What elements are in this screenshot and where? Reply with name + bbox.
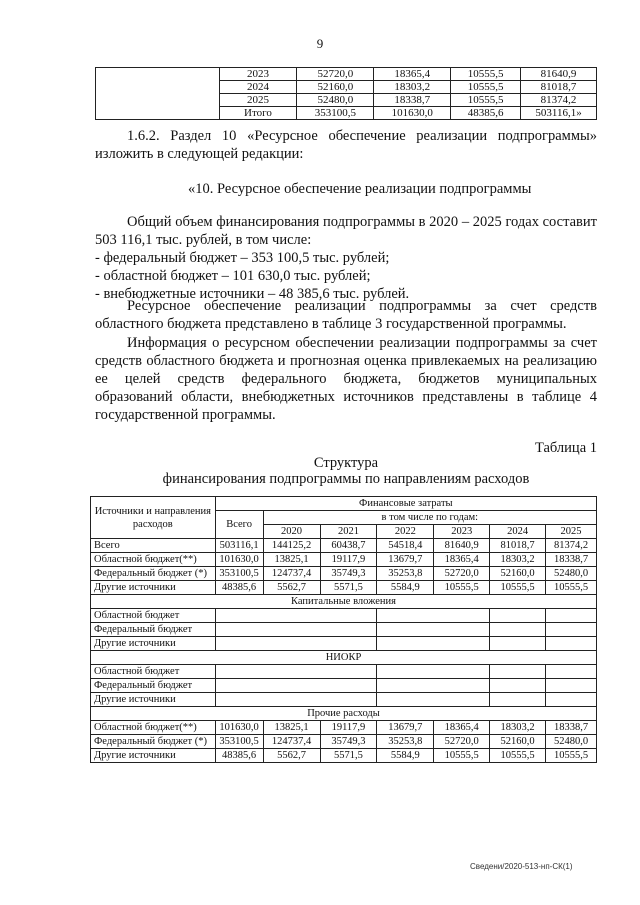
funding-structure-table [90,496,597,763]
header-financial-costs: Финансовые затраты [215,497,596,511]
empty-cell [215,679,377,693]
cell-total: 48385,6 [215,581,263,595]
row-label: Всего [91,539,216,553]
row-label: Федеральный бюджет [91,623,216,637]
row-label: Областной бюджет [91,609,216,623]
value-cell: 52480,0 [297,94,374,107]
value-cell: 18338,7 [374,94,451,107]
row-label: Другие источники [91,581,216,595]
empty-cell [546,623,597,637]
cell-value: 10555,5 [546,581,597,595]
section-row [91,595,597,609]
section-row [91,707,597,721]
cell-value: 52480,0 [546,567,597,581]
table-label: Таблица 1 [534,440,597,456]
cell-value: 52720,0 [434,567,490,581]
table-row [96,68,597,81]
cell-value: 144125,2 [263,539,320,553]
resource-paragraph: Ресурсное обеспечение реализации подпрограммы за счет средств областного бюджета представлено в таблице 3 государственной программы. [95,298,597,332]
section-row [91,651,597,665]
cell-total: 353100,5 [215,567,263,581]
cell-value: 10555,5 [490,749,546,763]
value-cell: 503116,1» [521,107,597,120]
cell-total: 503116,1 [215,539,263,553]
funding-paragraph [95,213,597,303]
empty-cell [546,637,597,651]
row-label: Федеральный бюджет [91,679,216,693]
cell-value: 54518,4 [377,539,434,553]
table-row [91,567,597,581]
value-cell: 10555,5 [451,81,521,94]
row-label: Федеральный бюджет (*) [91,735,216,749]
row-label: Областной бюджет(**) [91,721,216,735]
cell-value: 81640,9 [434,539,490,553]
cell-value: 10555,5 [490,581,546,595]
table-row [91,721,597,735]
cell-value: 5562,7 [263,749,320,763]
cell-value: 19117,9 [320,553,377,567]
cell-value: 5571,5 [320,749,377,763]
cell-value: 52160,0 [490,567,546,581]
section-other: Прочие расходы [91,707,597,721]
header-year: 2021 [320,525,377,539]
cell-value: 5562,7 [263,581,320,595]
empty-cell [377,637,490,651]
cell-total: 353100,5 [215,735,263,749]
cell-value: 5571,5 [320,581,377,595]
cell-value: 35253,8 [377,735,434,749]
empty-cell [546,693,597,707]
cell-value: 10555,5 [434,581,490,595]
cell-value: 13679,7 [377,553,434,567]
table-row [91,679,597,693]
table-row [91,637,597,651]
cell-total: 48385,6 [215,749,263,763]
table-row [91,623,597,637]
amendment-paragraph: 1.6.2. Раздел 10 «Ресурсное обеспечение реализации подпрограммы» изложить в следующей редакции: [95,128,597,162]
cell-value: 5584,9 [377,581,434,595]
cell-value: 5584,9 [377,749,434,763]
empty-cell [546,679,597,693]
cell-value: 52160,0 [490,735,546,749]
header-years-caption: в том числе по годам: [263,511,596,525]
cell-value: 60438,7 [320,539,377,553]
cell-value: 10555,5 [546,749,597,763]
cell-value: 18303,2 [490,721,546,735]
funding-item-federal: - федеральный бюджет – 353 100,5 тыс. рублей; [95,250,390,266]
value-cell: 81374,2 [521,94,597,107]
cell-value: 81374,2 [546,539,597,553]
cell-value: 13679,7 [377,721,434,735]
table-row [91,665,597,679]
cell-value: 52720,0 [434,735,490,749]
empty-cell [546,665,597,679]
empty-cell [215,693,377,707]
value-cell: 353100,5 [297,107,374,120]
row-label: Федеральный бюджет (*) [91,567,216,581]
value-cell: 81018,7 [521,81,597,94]
table-header-row [91,497,597,511]
funding-intro: Общий объем финансирования подпрограммы в 2020 – 2025 годах составит 503 116,1 тыс. рублей, в том числе: [95,214,597,248]
table-row [91,581,597,595]
header-year: 2022 [377,525,434,539]
empty-cell [377,693,490,707]
row-label: Другие источники [91,693,216,707]
value-cell: 101630,0 [374,107,451,120]
page-number: 9 [316,36,324,51]
cell-value: 18338,7 [546,721,597,735]
footer-document-code: Сведени/2020-513-нп-СК(1) [470,862,573,871]
table-row [91,553,597,567]
cell-value: 124737,4 [263,735,320,749]
cell-value: 19117,9 [320,721,377,735]
year-cell: Итого [219,107,297,120]
section-niokr: НИОКР [91,651,597,665]
cell-value: 35253,8 [377,567,434,581]
cell-value: 18338,7 [546,553,597,567]
cell-value: 81018,7 [490,539,546,553]
value-cell: 10555,5 [451,68,521,81]
year-cell: 2023 [219,68,297,81]
merged-empty-cell [96,68,220,120]
header-source: Источники и направления расходов [91,497,216,539]
empty-cell [546,609,597,623]
cell-value: 13825,1 [263,721,320,735]
empty-cell [377,679,490,693]
empty-cell [490,609,546,623]
table-title: Структура [313,455,379,471]
year-cell: 2024 [219,81,297,94]
section-title: «10. Ресурсное обеспечение реализации подпрограммы [188,181,532,197]
empty-cell [215,609,377,623]
header-total: Всего [215,511,263,539]
section-capital: Капитальные вложения [91,595,597,609]
value-cell: 18303,2 [374,81,451,94]
empty-cell [215,623,377,637]
empty-cell [490,679,546,693]
header-year: 2020 [263,525,320,539]
value-cell: 48385,6 [451,107,521,120]
row-label: Другие источники [91,749,216,763]
cell-total: 101630,0 [215,721,263,735]
value-cell: 52160,0 [297,81,374,94]
empty-cell [490,623,546,637]
empty-cell [490,665,546,679]
value-cell: 10555,5 [451,94,521,107]
cell-value: 52480,0 [546,735,597,749]
value-cell: 18365,4 [374,68,451,81]
empty-cell [377,665,490,679]
value-cell: 52720,0 [297,68,374,81]
header-year: 2023 [434,525,490,539]
empty-cell [377,623,490,637]
table-row [91,609,597,623]
value-cell: 81640,9 [521,68,597,81]
cell-value: 18365,4 [434,553,490,567]
empty-cell [215,637,377,651]
row-label: Областной бюджет(**) [91,553,216,567]
cell-total: 101630,0 [215,553,263,567]
cell-value: 10555,5 [434,749,490,763]
funding-item-extrabudget: - внебюджетные источники – 48 385,6 тыс. рублей. [95,286,410,302]
year-cell: 2025 [219,94,297,107]
cell-value: 35749,3 [320,735,377,749]
row-label: Другие источники [91,637,216,651]
header-year: 2025 [546,525,597,539]
row-label: Областной бюджет [91,665,216,679]
cell-value: 13825,1 [263,553,320,567]
table-subtitle: финансирования подпрограммы по направлениям расходов [162,471,530,487]
cell-value: 124737,4 [263,567,320,581]
funding-item-regional: - областной бюджет – 101 630,0 тыс. рублей; [95,268,371,284]
cell-value: 18303,2 [490,553,546,567]
cell-value: 18365,4 [434,721,490,735]
top-table-continuation [95,67,597,120]
table-row [91,749,597,763]
information-paragraph: Информация о ресурсном обеспечении реализации подпрограммы за счет средств областного бюджета и прогнозная оценка привлекаемых на реализацию ее целей средств федерального бюджета, бюджетов муниципальных образований области, внебюджетных источников представлены в таблице 4 государственной программы. [95,335,597,423]
empty-cell [215,665,377,679]
empty-cell [490,693,546,707]
empty-cell [490,637,546,651]
empty-cell [377,609,490,623]
table-row [91,735,597,749]
table-row [91,539,597,553]
cell-value: 35749,3 [320,567,377,581]
table-row [91,693,597,707]
header-year: 2024 [490,525,546,539]
